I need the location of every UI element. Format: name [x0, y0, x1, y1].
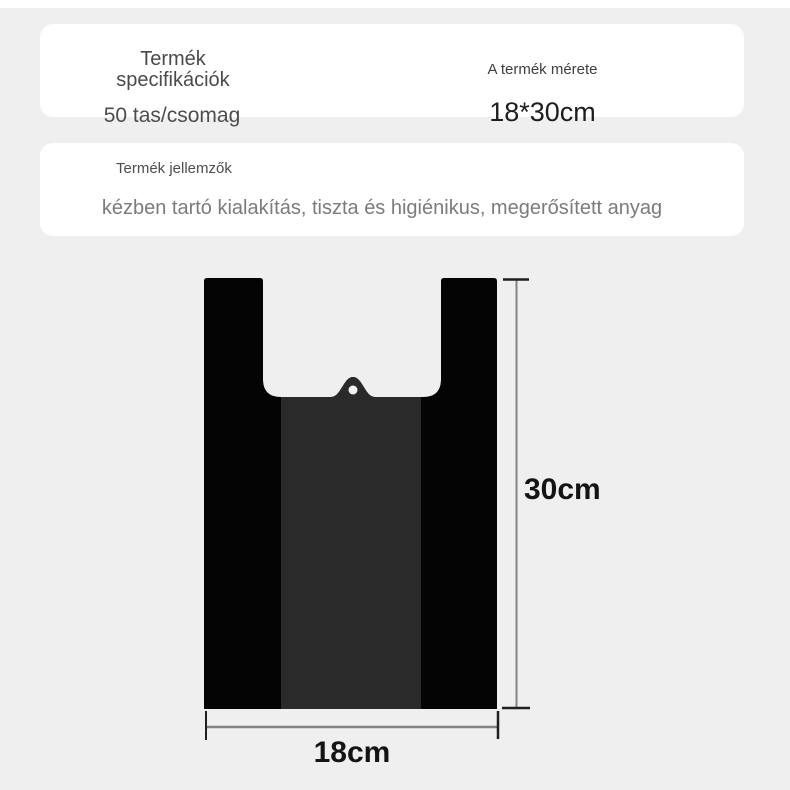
width-dimension-label: 18cm	[313, 736, 391, 769]
hang-hole	[349, 386, 358, 395]
spec-card-title-line1: Termék	[140, 48, 206, 70]
product-size-label: A termék mérete	[487, 61, 598, 78]
product-size-value: 18*30cm	[489, 97, 596, 127]
features-description: kézben tartó kialakítás, tiszta és higiénikus, megerősített anyag	[101, 197, 663, 219]
pack-quantity-text: 50 tas/csomag	[103, 104, 241, 127]
features-card-title: Termék jellemzők	[116, 160, 232, 177]
height-dimension-label: 30cm	[524, 473, 601, 506]
spec-card-title-line2: specifikációk	[116, 69, 230, 91]
bag-center-panel	[281, 377, 421, 709]
